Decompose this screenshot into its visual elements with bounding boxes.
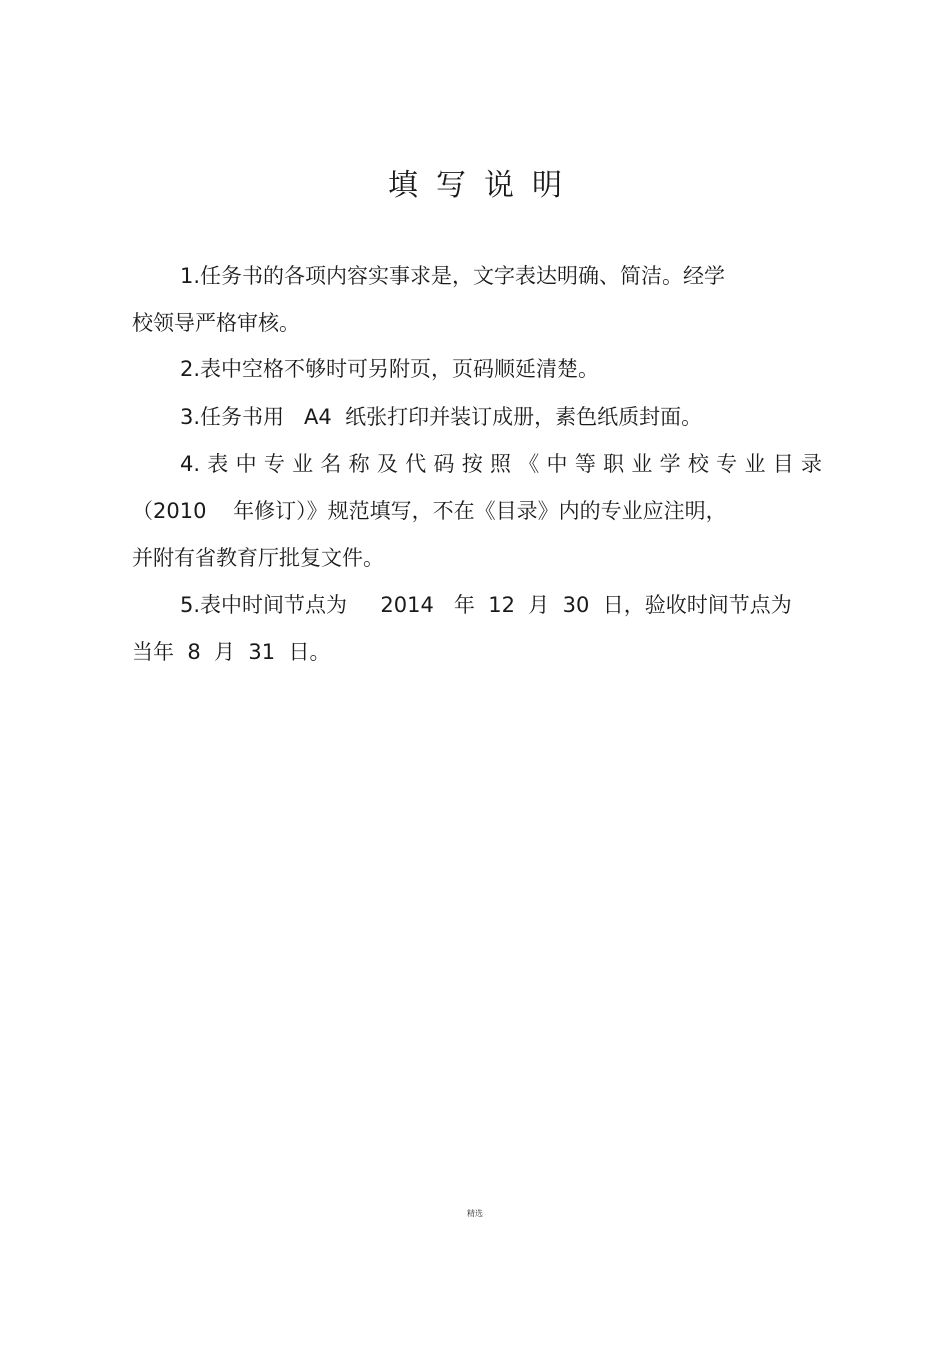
item-1-line-2: 校领导严格审核。 — [132, 311, 300, 335]
page-footer: 精选 — [467, 1209, 483, 1218]
item-2-line-1: 2.表中空格不够时可另附页，页码顺延清楚。 — [180, 357, 600, 381]
item-5-line-2: 当年 8 月 31 日。 — [132, 640, 331, 664]
item-4-line-1: 4.表中专业名称及代码按照《中等职业学校专业目录 — [180, 452, 822, 476]
item-3-line-1: 3.任务书用 A4 纸张打印并装订成册，素色纸质封面。 — [180, 405, 703, 429]
page-title: 填写说明 — [388, 168, 580, 203]
item-1-line-1: 1.任务书的各项内容实事求是，文字表达明确、简洁。经学 — [180, 264, 726, 288]
item-4-line-2: （2010 年修订）》规范填写，不在《目录》内的专业应注明， — [132, 499, 727, 523]
item-4-line-3: 并附有省教育厅批复文件。 — [132, 546, 384, 570]
item-5-line-1: 5.表中时间节点为 2014 年 12 月 30 日，验收时间节点为 — [180, 593, 792, 617]
